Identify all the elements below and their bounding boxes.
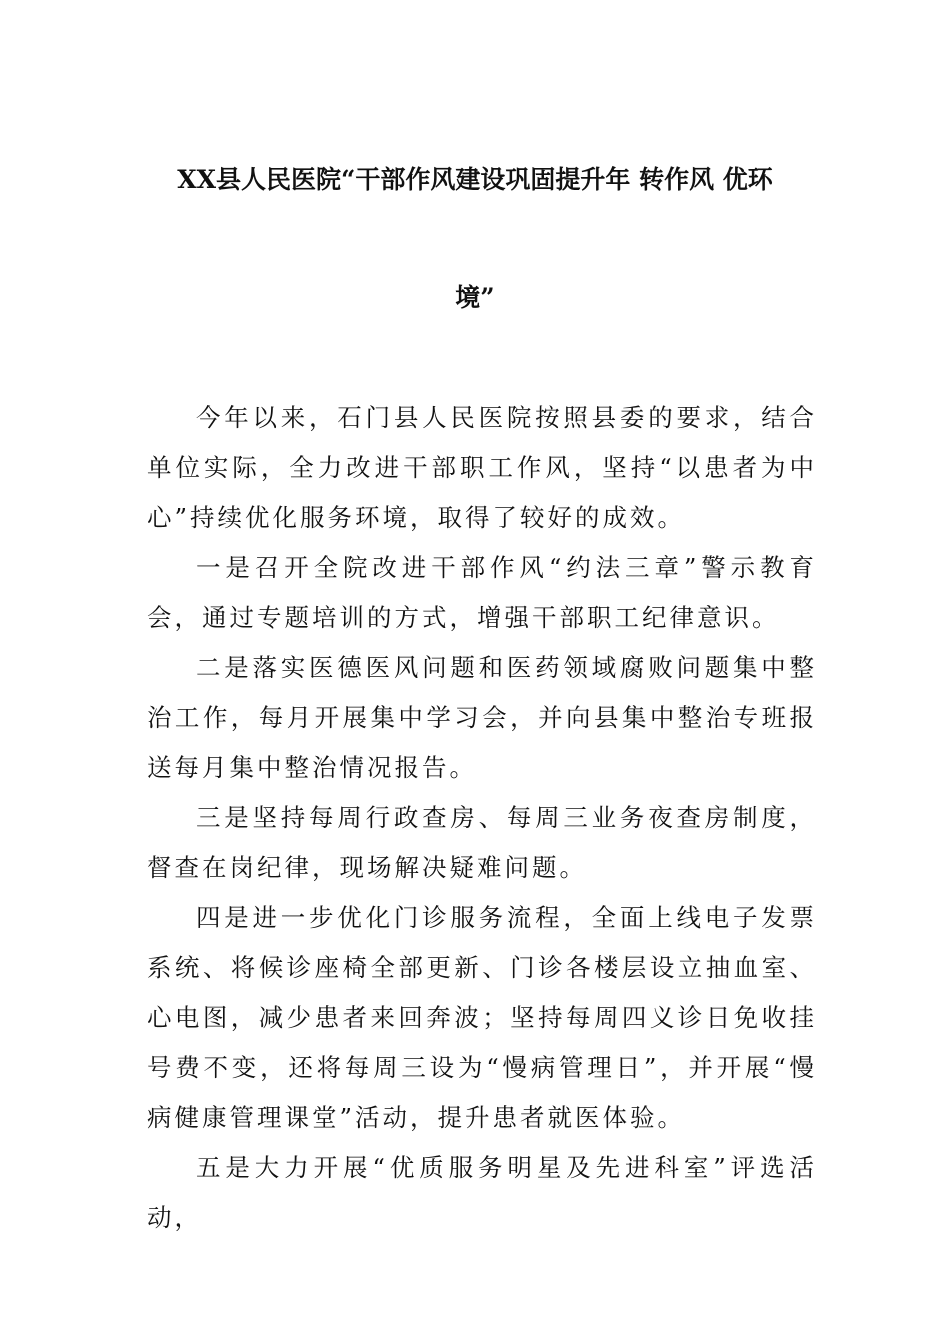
paragraph-item-5: 五是大力开展“优质服务明星及先进科室”评选活动，	[147, 1153, 817, 1232]
paragraph-intro: 今年以来，石门县人民医院按照县委的要求，结合单位实际，全力改进干部职工作风，坚持“以患者为中心”持续优化服务环境，取得了较好的成效。	[147, 403, 817, 532]
document-title-line-2: 境”	[455, 283, 495, 312]
paragraph-item-2: 二是落实医德医风问题和医药领域腐败问题集中整治工作，每月开展集中学习会，并向县集中整治专班报送每月集中整治情况报告。	[147, 653, 817, 782]
paragraph-item-1: 一是召开全院改进干部作风“约法三章”警示教育会，通过专题培训的方式，增强干部职工纪律意识。	[147, 553, 817, 632]
paragraph-item-4: 四是进一步优化门诊服务流程，全面上线电子发票系统、将候诊座椅全部更新、门诊各楼层设立抽血室、心电图，减少患者来回奔波；坚持每周四义诊日免收挂号费不变，还将每周三设为“慢病管理日”，并开展“慢病健康管理课堂”活动，提升患者就医体验。	[147, 903, 817, 1132]
paragraph-item-3: 三是坚持每周行政查房、每周三业务夜查房制度，督查在岗纪律，现场解决疑难问题。	[147, 803, 817, 882]
document-title-line-1: XX县人民医院“干部作风建设巩固提升年 转作风 优环	[177, 165, 773, 194]
document-body	[147, 393, 817, 1243]
